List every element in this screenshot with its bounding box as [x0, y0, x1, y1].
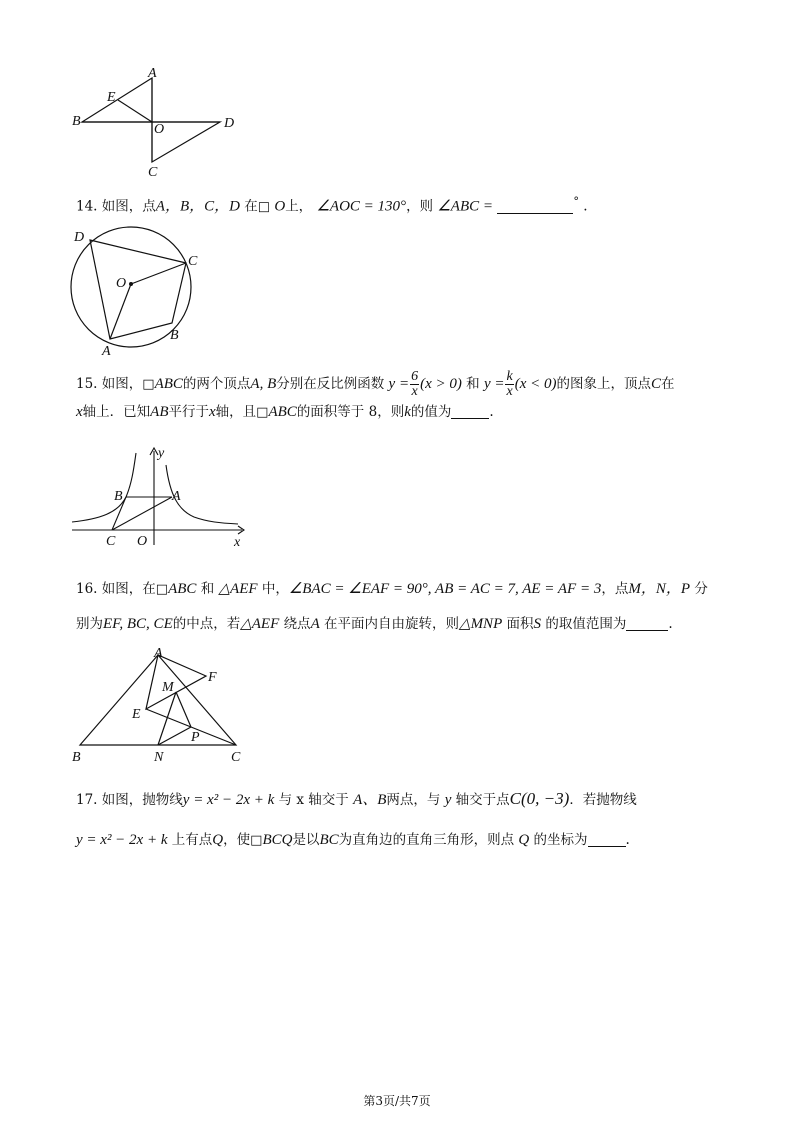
q15-c: C	[650, 376, 661, 392]
q17-q2: Q	[518, 832, 530, 848]
rhombus-diagram	[70, 66, 240, 178]
segment-eo	[118, 100, 152, 122]
q17-text-2d: 为直角边的直角三角形，则点	[338, 832, 515, 848]
q14-points: A，B，C，D	[155, 198, 240, 215]
q16-end: .	[668, 616, 673, 632]
label-a: A	[148, 66, 157, 81]
q15-f2-lhs: y =	[483, 376, 505, 392]
q14-text: 如图，点	[101, 198, 156, 215]
q15-end: .	[489, 404, 494, 420]
radius-oa	[110, 284, 131, 339]
q15-x2: x	[209, 404, 216, 420]
q15-f1-cond: (x > 0)	[420, 376, 462, 392]
q16-text-and: 和	[200, 581, 215, 597]
q16-a: A	[310, 616, 320, 632]
q17-box-symbol: □	[250, 833, 263, 848]
q15-text-b: 的两个顶点	[182, 376, 251, 392]
label-e: E	[107, 90, 116, 105]
q17-y: y	[444, 792, 452, 808]
curve-left	[72, 453, 136, 522]
q16-s: S	[533, 616, 542, 632]
q16-text-2e: 面积	[506, 616, 534, 632]
rhombus-figure	[70, 66, 240, 178]
q16-triangle-abc: ABC	[168, 581, 197, 597]
q15-box-symbol: □	[142, 377, 155, 392]
q15-text-d: 的图象上，顶点	[556, 376, 651, 392]
triangle-abc	[80, 655, 236, 745]
q17-text-2b: ，使	[223, 832, 251, 848]
label-m: M	[162, 680, 174, 695]
q16-segments: EF, BC, CE	[103, 616, 173, 632]
q15-text-2a: 轴上．已知	[82, 404, 151, 420]
label-b: B	[170, 328, 179, 343]
page-footer: 第3页/共7页	[363, 1094, 431, 1108]
label-c: C	[148, 165, 158, 180]
label-b: B	[72, 114, 81, 129]
quadrilateral-dcba	[90, 240, 186, 339]
q17-bcq: BCQ	[262, 832, 293, 848]
q15-text-2d: 的面积等于 8，则	[296, 404, 405, 420]
q14-answer-blank	[497, 199, 573, 214]
q16-points: M，N，P	[628, 581, 691, 597]
q16-text-2f: 的取值范围为	[545, 616, 627, 632]
q16-text: 如图，在	[101, 581, 156, 597]
q16-triangle-mnp: △MNP	[459, 616, 503, 632]
question-17	[76, 779, 637, 861]
q17-end: .	[625, 832, 630, 848]
q16-text-2b: 的中点，若	[172, 616, 241, 632]
q17-equation-2: y = x² − 2x + k	[76, 832, 168, 848]
q16-text-dian: ，点	[601, 581, 629, 597]
label-c: C	[231, 750, 241, 765]
q14-text-on: 在	[244, 198, 258, 215]
q16-answer-blank	[626, 616, 668, 631]
q15-box-symbol-2: □	[256, 405, 269, 420]
question-16	[76, 572, 708, 642]
triangles-diagram	[70, 645, 250, 765]
label-e: E	[132, 707, 141, 722]
q17-q: Q	[212, 832, 224, 848]
q17-equation: y = x² − 2x + k	[182, 792, 275, 808]
q15-text: 如图，	[101, 376, 143, 392]
rhombus-outline	[82, 78, 220, 162]
label-b: B	[114, 489, 123, 504]
label-a: A	[172, 489, 181, 504]
q15-triangle-2: ABC	[268, 404, 297, 420]
label-b: B	[72, 750, 81, 765]
label-f: F	[208, 670, 217, 685]
q14-end: .	[583, 198, 588, 215]
q17-number: 17.	[76, 792, 98, 808]
label-n: N	[154, 750, 164, 765]
q15-ab: A, B	[250, 376, 277, 392]
q15-text-and: 和	[466, 376, 480, 392]
q15-text-2e: 的值为	[410, 404, 452, 420]
q15-number: 15.	[76, 376, 98, 392]
circle-diagram	[70, 225, 210, 360]
q16-triangle-aef-2: △AEF	[240, 616, 280, 632]
q15-f1-lhs: y =	[388, 376, 410, 392]
q15-f2-fraction	[505, 370, 513, 399]
q17-answer-blank	[588, 832, 626, 847]
q14-number: 14.	[76, 198, 98, 215]
label-c: C	[106, 534, 116, 549]
q15-text-2c: 轴，且	[215, 404, 257, 420]
q17-text-c: 两点，与	[386, 792, 441, 808]
question-15	[76, 370, 675, 426]
hyperbola-figure	[70, 445, 250, 550]
center-dot	[129, 282, 133, 286]
label-d: D	[74, 230, 85, 245]
q15-text-2b: 平行于	[168, 404, 209, 420]
q15-f2-cond: (x < 0)	[514, 376, 557, 392]
label-y: y	[158, 446, 165, 461]
label-x: x	[234, 535, 241, 550]
q16-text-2d: 在平面内自由旋转，则	[324, 616, 460, 632]
q14-text-shang: 上，	[285, 198, 313, 215]
q16-condition: ∠BAC = ∠EAF = 90°, AB = AC = 7, AE = AF = 3	[288, 581, 602, 597]
circle-figure	[70, 225, 210, 360]
label-d: D	[224, 116, 235, 131]
q15-ab2: AB	[150, 404, 169, 420]
q17-bc: BC	[319, 832, 339, 848]
q17-text-2a: 上有点	[171, 832, 213, 848]
q15-answer-blank	[451, 404, 489, 419]
q16-number: 16.	[76, 581, 98, 597]
q17-ab: A、B	[353, 792, 387, 808]
q16-text-2c: 绕点	[283, 616, 311, 632]
label-a: A	[102, 344, 111, 359]
hyperbola-diagram	[70, 445, 250, 550]
q14-box-symbol: □	[257, 199, 271, 215]
label-o: O	[137, 534, 148, 549]
radius-oc	[131, 263, 186, 284]
label-o: O	[116, 276, 127, 291]
label-a: A	[154, 646, 163, 661]
q15-triangle: ABC	[154, 376, 183, 392]
q15-f1-fraction	[410, 370, 419, 399]
q17-text-2c: 是以	[292, 832, 320, 848]
q15-k: k	[404, 404, 411, 420]
q16-triangle-aef: △AEF	[218, 581, 258, 597]
q17-text-d: 轴交于点	[455, 792, 510, 808]
q14-degree: °	[573, 195, 579, 208]
label-p: P	[191, 730, 200, 745]
q17-text: 如图，抛物线	[101, 792, 183, 808]
q14-circle-o: O	[274, 198, 286, 215]
q14-ask: ∠ABC =	[437, 198, 494, 215]
triangles-figure	[70, 645, 250, 765]
q16-text-fen: 分	[694, 581, 708, 597]
question-14	[76, 192, 588, 218]
q16-box-symbol: □	[155, 582, 169, 597]
q15-x: x	[76, 404, 83, 420]
q15-f2-num: k	[506, 369, 513, 384]
q15-f1-den: x	[411, 384, 418, 399]
q15-f1-num: 6	[411, 369, 419, 384]
q15-text-e: 在	[661, 376, 675, 392]
q14-text-then: ，则	[406, 198, 434, 215]
q17-point-c: C(0, −3)	[509, 789, 570, 808]
q15-f2-den: x	[506, 384, 513, 399]
q17-text-b: 与 x 轴交于	[278, 792, 349, 808]
q15-text-c: 分别在反比例函数	[276, 376, 385, 392]
label-o: O	[154, 122, 165, 137]
q16-text-2a: 别为	[76, 616, 103, 632]
q17-text-e: ．若抛物线	[569, 792, 637, 808]
q14-condition: ∠AOC = 130°	[316, 198, 407, 215]
q17-text-2e: 的坐标为	[533, 832, 588, 848]
q16-text-zhong: 中，	[261, 581, 289, 597]
label-c: C	[188, 254, 198, 269]
